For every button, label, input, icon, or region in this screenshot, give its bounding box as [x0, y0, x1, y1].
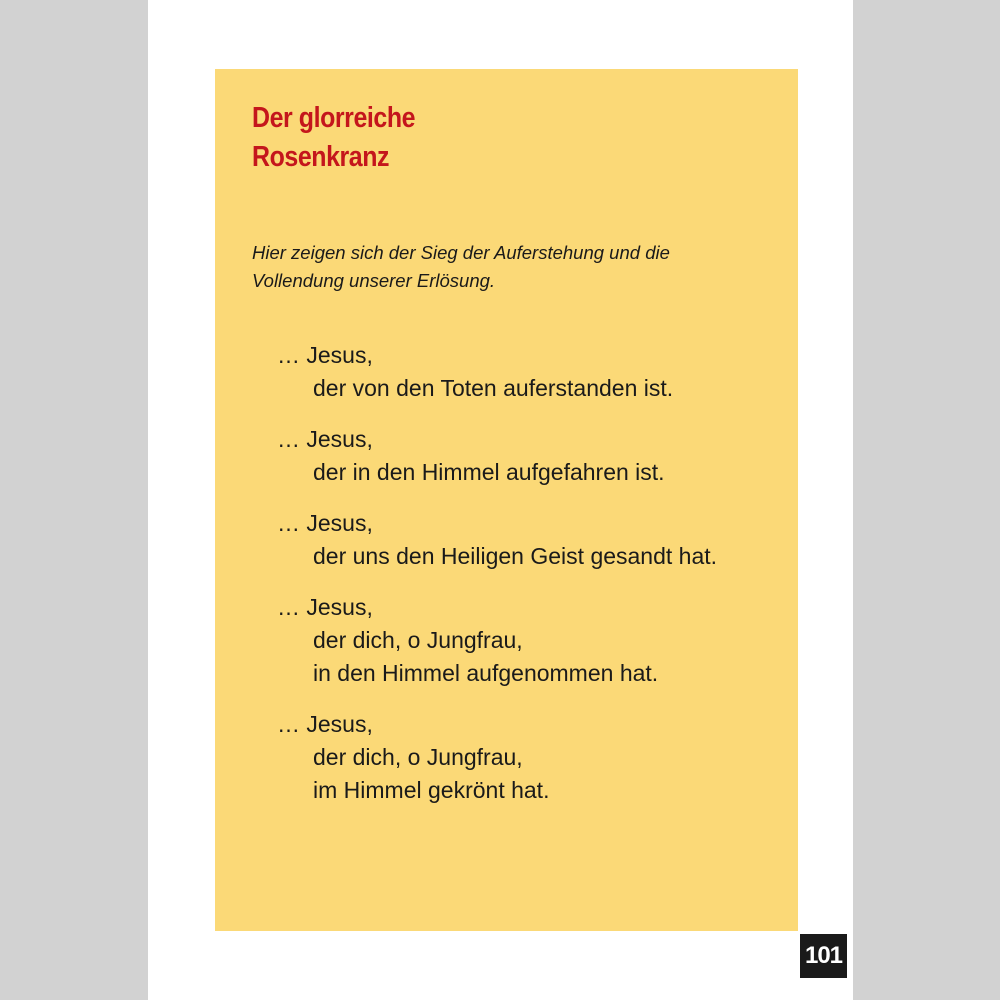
mystery-item	[277, 507, 777, 573]
page-title	[252, 99, 415, 177]
mystery-item	[277, 423, 777, 489]
mystery-text: der von den Toten auferstanden ist.	[313, 375, 674, 401]
mystery-lead: … Jesus,	[277, 594, 373, 620]
mystery-lead: … Jesus,	[277, 426, 373, 452]
mystery-lead: … Jesus,	[277, 510, 373, 536]
mystery-text: der dich, o Jungfrau,	[313, 744, 523, 770]
intro-line-1: Hier zeigen sich der Sieg der Auferstehung und die	[252, 242, 670, 263]
intro-line-2: Vollendung unserer Erlösung.	[252, 270, 496, 291]
intro-text	[252, 239, 772, 295]
content-panel	[215, 69, 798, 931]
mystery-text: in den Himmel aufgenommen hat.	[313, 660, 659, 686]
mystery-item	[277, 339, 777, 405]
mystery-item	[277, 591, 777, 690]
mystery-text: der uns den Heiligen Geist gesandt hat.	[313, 543, 718, 569]
mystery-text: im Himmel gekrönt hat.	[313, 777, 550, 803]
title-line-2: Rosenkranz	[252, 141, 390, 173]
mystery-text: der in den Himmel aufgefahren ist.	[313, 459, 665, 485]
title-line-1: Der glorreiche	[252, 102, 416, 134]
mystery-lead: … Jesus,	[277, 711, 373, 737]
mystery-item	[277, 708, 777, 807]
book-page	[148, 0, 853, 1000]
page-number: 101	[800, 934, 847, 978]
mystery-text: der dich, o Jungfrau,	[313, 627, 523, 653]
mystery-lead: … Jesus,	[277, 342, 373, 368]
mysteries-list	[277, 339, 777, 825]
